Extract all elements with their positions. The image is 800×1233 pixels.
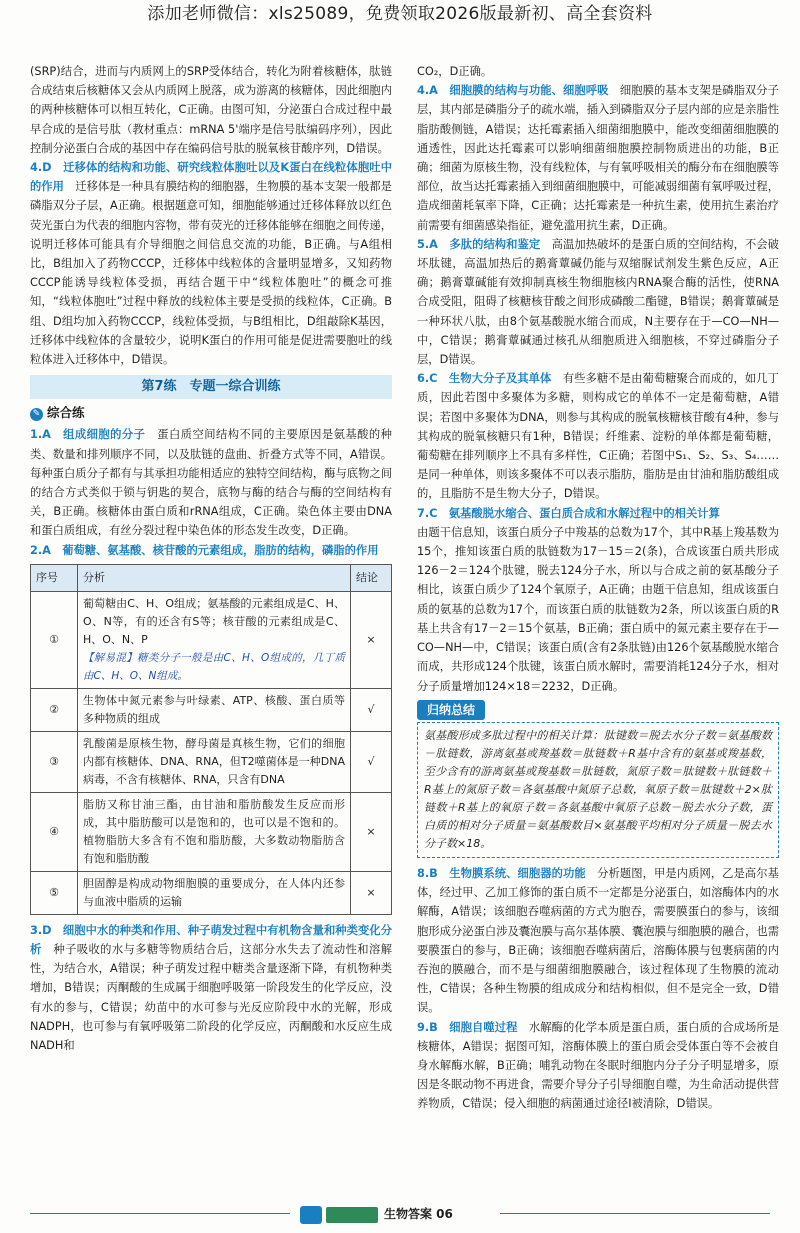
answer-6 (417, 369, 779, 503)
right-column (417, 62, 779, 1114)
table-row (31, 731, 392, 792)
row-verdict: × (351, 591, 392, 688)
row-verdict: × (351, 792, 392, 871)
row-verdict: √ (351, 731, 392, 792)
answer-3-body: 种子吸收的水与多糖等物质结合后，这部分水失去了流动性和溶解性，为结合水，A错误；种子萌发过程中糖类含量逐渐下降，有机物种类增加，B错误；丙酮酸的生成属于细胞呼吸第一阶段发生的化学反应，没有水的参与，C错误；幼苗中的水可参与光反应阶段中水的光解，形成NADPH，也可参与有氧呼吸第二阶段的化学反应，丙酮酸和水反应生成NADH和 (30, 943, 392, 1053)
row-no: ① (31, 591, 78, 688)
answer-3-end: CO₂，D正确。 (417, 65, 493, 78)
section-bar (30, 375, 392, 399)
answer-7-body: 由题干信息知，该蛋白质分子中羧基的总数为17个，其中R基上羧基数为15个，推知该蛋白质的肽链数为17－15＝2(条)，合成该蛋白质共形成126－2＝124个肽键，脱去124分子水，所以与合成之前的氨基酸分子相比，该蛋白质少了124个氧原子，A正确；由题干信息知，组成该蛋白质的氨基的总数为17个，而该蛋白质的肽链数为2条，所以该蛋白质的R基上共含有17－2＝15个氨基，B正确；蛋白质中的氮元素主要存在于—CO—NH—中，C错误；该蛋白质(含有2条肽链)由126个氨基酸脱水缩合而成，共形成124个肽键，该蛋白质水解时，需要消耗124分子水，相对分子质量增加124×18＝2232，D正确。 (417, 525, 779, 693)
table-header-analysis: 分析 (78, 564, 351, 591)
subsection-title: 综合练 (47, 405, 85, 421)
table-header-verdict: 结论 (351, 564, 392, 591)
answer-4-heading: 4.D 迁移体的结构和功能、研究线粒体胞吐以及K蛋白在线粒体胞吐中的作用 (30, 161, 392, 194)
row-no: ③ (31, 731, 78, 792)
table-row (31, 591, 392, 688)
row-no: ④ (31, 792, 78, 871)
row-analysis: 脂肪又称甘油三酯，由甘油和脂肪酸发生反应而形成，其中脂肪酸可以是饱和的，也可以是不饱和的。植物脂肪大多含有不饱和脂肪酸，大多数动物脂肪含有饱和脂肪酸 (78, 792, 351, 871)
row-analysis (78, 591, 351, 688)
answer-1-body: 蛋白质空间结构不同的主要原因是氨基酸的种类、数量和排列顺序不同，以及肽链的盘曲、折叠方式等不同，A错误。每种蛋白质分子都有与其承担功能相适应的独特空间结构，酶与底物之间的结合方式类似于锁与钥匙的契合，底物与酶的结合与酶的空间结构有关，B正确。核糖体由蛋白质和rRNA组成，C正确。染色体主要由DNA和蛋白质组成，有丝分裂过程中染色体的形态发生改变，D正确。 (30, 428, 392, 538)
answer-5-body: 高温加热破坏的是蛋白质的空间结构，不会破坏肽键，高温加热后的鹅膏蕈碱仍能与双缩脲试剂发生紫色反应，A正确；鹅膏蕈碱能有效抑制真核生物细胞核内RNA聚合酶的活性，使RNA合成受阻，阻碍了核糖核苷酸之间形成磷酸二酯键，B错误；鹅膏蕈碱是一种环状八肽，由8个氨基酸脱水缩合而成，N主要存在于—CO—NH—中，C错误；鹅膏蕈碱通过核孔从细胞质进入细胞核，不穿过磷脂分子层，D错误。 (417, 237, 779, 367)
footer-rule-left (30, 1213, 290, 1214)
row-analysis: 生物体中氮元素参与叶绿素、ATP、核酸、蛋白质等多种物质的组成 (78, 688, 351, 731)
brand-tag-icon (326, 1207, 378, 1223)
answer-9-body: 水解酶的化学本质是蛋白质，蛋白质的合成场所是核糖体，A错误；据图可知，溶酶体膜上的蛋白质会受体蛋白等不会被自身水解酶水解，B正确；哺乳动物在冬眠时细胞内分子分子明显增多，原因是冬眠动物不再进食，需要介导分子引导细胞自噬，为生命活动提供营养物质，C错误；侵入细胞的病菌通过途径Ⅰ被清除，D错误。 (417, 1020, 779, 1111)
row-analysis: 乳酸菌是原核生物，酵母菌是真核生物，它们的细胞内都有核糖体、DNA、RNA，但T2噬菌体是一种DNA病毒，不含有核糖体、RNA，只含有DNA (78, 731, 351, 792)
answer-6-heading: 6.C 生物大分子及其单体 (417, 372, 552, 386)
row-verdict: × (351, 871, 392, 914)
row-analysis: 胆固醇是构成动物细胞膜的重要成分，在人体内还参与血液中脂质的运输 (78, 871, 351, 914)
answer-6-body: 有些多糖不是由葡萄糖聚合而成的，如几丁质，因此若图中多聚体为多糖，则构成它的单体不一定是葡萄糖，A错误；若图中多聚体为DNA，则参与其构成的脱氧核糖核苷酸有4种，参与其构成的脱氧核糖只有1种，B错误；纤维素、淀粉的单体都是葡萄糖，葡萄糖在排列顺序上不具有多样性，C正确；若图中S₁、S₂、S₃、S₄……是同一种单体，则该多聚体不可以表示脂肪，脂肪是由甘油和脂肪酸组成的，且脂肪不是生物大分子，D错误。 (417, 372, 779, 501)
row-no: ⑤ (31, 871, 78, 914)
promo-banner: 添加老师微信：xls25089，免费领取2026版最新初、高全套资料 (147, 4, 653, 24)
footer-label: 生物答案 06 (384, 1207, 453, 1221)
answer-3-continued: (SRP)结合，进而与内质网上的SRP受体结合，转化为附着核糖体，肽链合成结束后核糖体又会从内质网上脱落，成为游离的核糖体，因此细胞内的两种核糖体可以相互转化，C正确。由图可知，分泌蛋白合成过程中最早合成的是信号肽（教材重点：mRNA 5'端序是信号肽编码序列），因此控制分泌蛋白合成的基因中存在编码信号肽的脱氧核苷酸序列，D错误。 (30, 65, 392, 155)
footer-rule-right (500, 1213, 770, 1214)
brand-logo-icon (300, 1206, 322, 1224)
table-row (31, 792, 392, 871)
answer-r4 (417, 81, 779, 235)
answer-5 (417, 235, 779, 369)
left-column (30, 62, 392, 1055)
answer-5-heading: 5.A 多肽的结构和鉴定 (417, 237, 541, 251)
table-header-no: 序号 (31, 564, 78, 591)
answer-3 (30, 921, 392, 1055)
answer-7 (417, 504, 779, 696)
answer-r4-heading: 4.A 细胞膜的结构与功能、细胞呼吸 (417, 84, 609, 98)
answer-9 (417, 1018, 779, 1114)
table-row (31, 688, 392, 731)
analysis-table (30, 564, 392, 915)
answer-1 (30, 425, 392, 540)
table-row (31, 871, 392, 914)
answer-1-heading: 1.A 组成细胞的分子 (30, 428, 146, 442)
answer-8 (417, 864, 779, 1018)
handwritten-note: 【解易混】糖类分子一般是由C、H、O组成的，几丁质由C、H、O、N组成。 (83, 651, 345, 682)
summary-title: 归纳总结 (417, 700, 485, 720)
page-footer (300, 1205, 500, 1227)
row-text: 葡萄糖由C、H、O组成；氨基酸的元素组成是C、H、O、N等，有的还含有S等；核苷酸的元素组成是C、H、O、N、P (83, 596, 345, 646)
subsection-heading (30, 403, 392, 422)
summary-box: 氨基酸形成多肽过程中的相关计算：肽键数＝脱去水分子数＝氨基酸数－肽链数，游离氨基或羧基数＝肽链数＋R基中含有的氨基或羧基数，至少含有的游离氨基或羧基数＝肽链数，氮原子数＝肽键数＋肽链数＋R基上的氮原子数＝各氨基酸中氮原子总数，氧原子数＝肽键数＋2×肽链数＋R基上的氧原子数＝各氨基酸中氧原子总数－脱去水分子数，蛋白质的相对分子质量＝氨基酸数目×氨基酸平均相对分子质量－脱去水分子数×18。 (417, 722, 779, 858)
row-no: ② (31, 688, 78, 731)
answer-8-body: 分析题图，甲是内质网，乙是高尔基体，经过甲、乙加工修饰的蛋白质不一定都是分泌蛋白，如溶酶体内的水解酶，A错误；该细胞吞噬病菌的方式为胞吞，需要膜蛋白的参与，该细胞形成分泌蛋白涉及囊泡膜与高尔基体膜、囊泡膜与细胞膜的融合，也需要膜蛋白的参与，B正确；该细胞吞噬病菌后，溶酶体膜与包裹病菌的内吞泡的膜融合，而不是与细菌细胞膜融合，该过程体现了生物膜的流动性，C错误；各种生物膜的组成成分和结构相似，但不是完全一致，D错误。 (417, 866, 779, 1015)
row-verdict: √ (351, 688, 392, 731)
answer-8-heading: 8.B 生物膜系统、细胞器的功能 (417, 866, 586, 880)
answer-r4-body: 细胞膜的基本支架是磷脂双分子层，其内部是磷脂分子的疏水端，插入到磷脂双分子层内部的应是亲脂性脂肪酸侧链，A错误；达托霉素插入细菌细胞膜中，能改变细菌细胞膜的通透性，因此达托霉素可以影响细菌细胞膜控制物质进出的功能，B正确；细菌为原核生物，没有线粒体，与有氧呼吸相关的酶分布在细胞膜等部位，故当达托霉素插入到细菌细胞膜中，可能减弱细菌有氧呼吸过程，造成细菌耗氧率下降，C正确；达托霉素是一种抗生素，使用抗生素治疗前需要有细菌感染指征，避免滥用抗生素，D正确。 (417, 84, 779, 232)
answer-7-heading: 7.C 氨基酸脱水缩合、蛋白质合成和水解过程中的相关计算 (417, 506, 720, 520)
answer-3-heading: 3.D 细胞中水的种类和作用、种子萌发过程中有机物含量和种类变化分析 (30, 923, 392, 957)
pencil-icon: ✎ (30, 408, 43, 421)
answer-2-heading: 2.A 葡萄糖、氨基酸、核苷酸的元素组成，脂肪的结构，磷脂的作用 (30, 543, 379, 557)
table-header-row (31, 564, 392, 591)
answer-4 (30, 158, 392, 369)
section-title: 第7练 专题一综合训练 (141, 379, 281, 395)
answer-9-heading: 9.B 细胞自噬过程 (417, 1020, 518, 1034)
answer-4-body: 迁移体是一种具有膜结构的细胞器，生物膜的基本支架一般都是磷脂双分子层，A正确。根据题意可知，细胞能够通过迁移体释放以红色荧光蛋白为代表的细胞内容物，带有荧光的迁移体能够在细胞之间传递，说明迁移体可能具有介导细胞之间信息交流的功能，B正确。与A组相比，B组加入了药物CCCP，迁移体中线粒体的含量明显增多，又知药物CCCP能诱导线粒体受损，再结合题干中“线粒体胞吐”的概念可推知，“线粒体胞吐”过程中释放的线粒体主要是受损的线粒体，C正确。B组、D组均加入药物CCCP，线粒体受损，与B组相比，D组敲除K基因，迁移体中线粒体的含量较少，说明K蛋白的作用可能是促进需要胞吐的线粒体进入迁移体中，D错误。 (30, 180, 392, 367)
